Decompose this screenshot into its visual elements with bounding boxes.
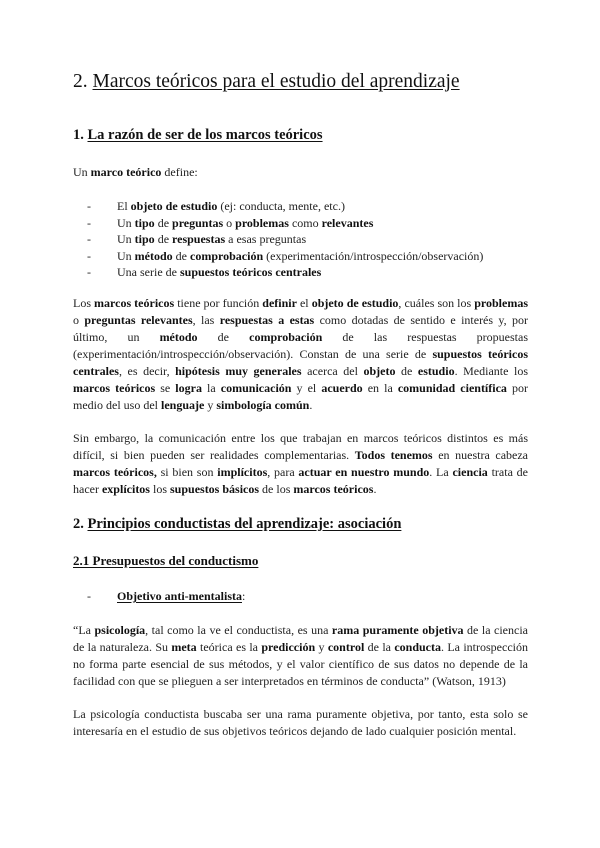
section-2-1-heading: 2.1 Presupuestos del conductismo [73, 552, 259, 568]
list-item: - Un método de comprobación (experimentación/introspección/observación) [87, 248, 528, 265]
list-item: - Un tipo de respuestas a esas preguntas [87, 231, 528, 248]
document-title-text: Marcos teóricos para el estudio del aprendizaje [92, 71, 460, 92]
list-item: - Un tipo de preguntas o problemas como relevantes [87, 215, 528, 232]
definition-list [73, 198, 528, 281]
paragraph-sin-embargo: Sin embargo, la comunicación entre los que trabajan en marcos teóricos distintos es más difícil, si bien pueden ser realidades complementarias. Todos tenemos en nuestra cabeza marcos teóricos, si bien son implícitos, para actuar en nuestro mundo. La ciencia trata de hacer explícitos los supuestos básicos de los marcos teóricos. [73, 430, 529, 496]
section-1-heading: 1. La razón de ser de los marcos teóricos [73, 127, 323, 144]
sub-item-objetivo: - Objetivo anti-mentalista: [87, 589, 528, 604]
list-item: - El objeto de estudio (ej: conducta, mente, etc.) [87, 198, 528, 215]
watson-quote: “La psicología, tal como la ve el conductista, es una rama puramente objetiva de la ciencia de la naturaleza. Su meta teórica es la predicción y control de la conducta. La introspección no forma parte esencial de sus métodos, y el valor científico de sus datos no depende de la facilidad con que se plieguen a ser interpretados en términos de conducta” (Watson, 1913) [73, 622, 528, 688]
paragraph-conductista: La psicología conductista buscaba ser una rama puramente objetiva, por tanto, esta solo se interesaría en el estudio de sus objetivos teóricos dejando de lado cualquier posición mental. [73, 706, 528, 738]
list-item: - Una serie de supuestos teóricos centrales [87, 264, 528, 281]
document-page [73, 70, 528, 756]
section-2-heading: 2. Principios conductistas del aprendizaje: asociación [73, 515, 402, 532]
intro-paragraph: Un marco teórico define: [73, 165, 198, 180]
paragraph-marcos-teoricos: Los marcos teóricos tiene por función definir el objeto de estudio, cuáles son los problemas o preguntas relevantes, las respuestas a estas como dotadas de sentido e interés y, por último, un método de comprobación de las respuestas propuestas (experimentación/introspección/observación). Constan de una serie de supuestos teóricos centrales, es decir, hipótesis muy generales acerca del objeto de estudio. Mediante los marcos teóricos se logra la comunicación y el acuerdo en la comunidad científica por medio del uso del lenguaje y simbología común. [73, 295, 529, 412]
document-title: 2. Marcos teóricos para el estudio del aprendizaje [73, 71, 460, 92]
